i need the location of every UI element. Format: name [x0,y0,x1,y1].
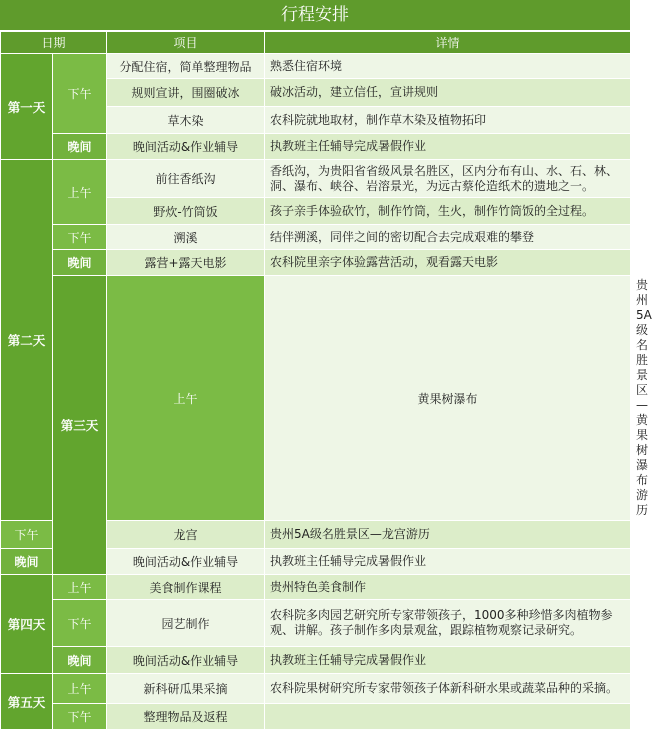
time-label: 晚间 [53,647,107,674]
table-row [1,704,631,730]
detail-cell: 执教班主任辅导完成暑假作业 [265,549,631,575]
time-label: 晚间 [1,549,53,575]
detail-cell [265,704,631,730]
detail-cell: 破冰活动，建立信任，宣讲规则 [265,79,631,107]
item-cell: 整理物品及返程 [107,704,265,730]
time-label: 下午 [53,54,107,134]
item-cell: 晚间活动&作业辅导 [107,134,265,160]
schedule-title: 行程安排 [0,0,630,31]
time-label: 上午 [53,674,107,704]
detail-cell: 农科院里亲字体验露营活动，观看露天电影 [265,250,631,276]
table-row: 第三天 上午 黄果树瀑布 贵州5A级名胜景区—黄果树瀑布游历 [1,276,631,521]
time-label: 下午 [53,225,107,250]
detail-cell: 农科院就地取材，制作草木染及植物拓印 [265,107,631,134]
table-row [1,54,631,79]
detail-cell: 香纸沟，为贵阳省省级风景名胜区，区内分布有山、水、石、林、洞、瀑布、峡谷、岩溶景光，为远古蔡伦造纸术的遗地之一。 [265,160,631,198]
day-label: 第二天 [1,160,53,521]
time-label: 上午 [53,160,107,225]
time-label: 下午 [53,600,107,647]
table-row [1,134,631,160]
item-cell: 黄果树瀑布 [265,276,631,521]
time-label: 下午 [1,521,53,549]
item-cell: 前往香纸沟 [107,160,265,198]
item-cell: 野炊-竹筒饭 [107,198,265,225]
item-cell: 龙宫 [107,521,265,549]
detail-cell: 结伴溯溪，同伴之间的密切配合去完成艰难的攀登 [265,225,631,250]
detail-cell: 执教班主任辅导完成暑假作业 [265,134,631,160]
item-cell: 草木染 [107,107,265,134]
time-label: 上午 [107,276,265,521]
time-label: 晚间 [53,134,107,160]
item-cell: 溯溪 [107,225,265,250]
table-row [1,575,631,600]
item-cell: 露营+露天电影 [107,250,265,276]
detail-cell: 熟悉住宿环境 [265,54,631,79]
header-detail: 详情 [265,32,631,54]
detail-cell: 贵州5A级名胜景区—龙宫游历 [265,521,631,549]
header-item: 项目 [107,32,265,54]
detail-cell: 孩子亲手体验砍竹，制作竹筒，生火，制作竹筒饭的全过程。 [265,198,631,225]
day-label: 第三天 [53,276,107,575]
detail-cell: 执教班主任辅导完成暑假作业 [265,647,631,674]
header-date: 日期 [1,32,107,54]
item-cell: 晚间活动&作业辅导 [107,647,265,674]
day-label: 第四天 [1,575,53,674]
header-row [1,32,631,54]
table-row [1,600,631,647]
item-cell: 园艺制作 [107,600,265,647]
detail-cell: 农科院多肉园艺研究所专家带领孩子，1000多种珍惜多肉植物参观、讲解。孩子制作多肉景观盆，跟踪植物观察记录研究。 [265,600,631,647]
table-row [1,674,631,704]
table-row [1,647,631,674]
item-cell: 美食制作课程 [107,575,265,600]
table-row [1,225,631,250]
table-row [1,160,631,198]
day-label: 第五天 [1,674,53,730]
detail-cell: 贵州特色美食制作 [265,575,631,600]
table-row [1,250,631,276]
item-cell: 新科研瓜果采摘 [107,674,265,704]
detail-cell: 农科院果树研究所专家带领孩子体新科研水果或蔬菜品种的采摘。 [265,674,631,704]
time-label: 晚间 [53,250,107,276]
item-cell: 晚间活动&作业辅导 [107,549,265,575]
item-cell: 分配住宿，简单整理物品 [107,54,265,79]
day-label: 第一天 [1,54,53,160]
schedule-table [0,31,652,730]
time-label: 下午 [53,704,107,730]
item-cell: 规则宣讲，围圈破冰 [107,79,265,107]
time-label: 上午 [53,575,107,600]
